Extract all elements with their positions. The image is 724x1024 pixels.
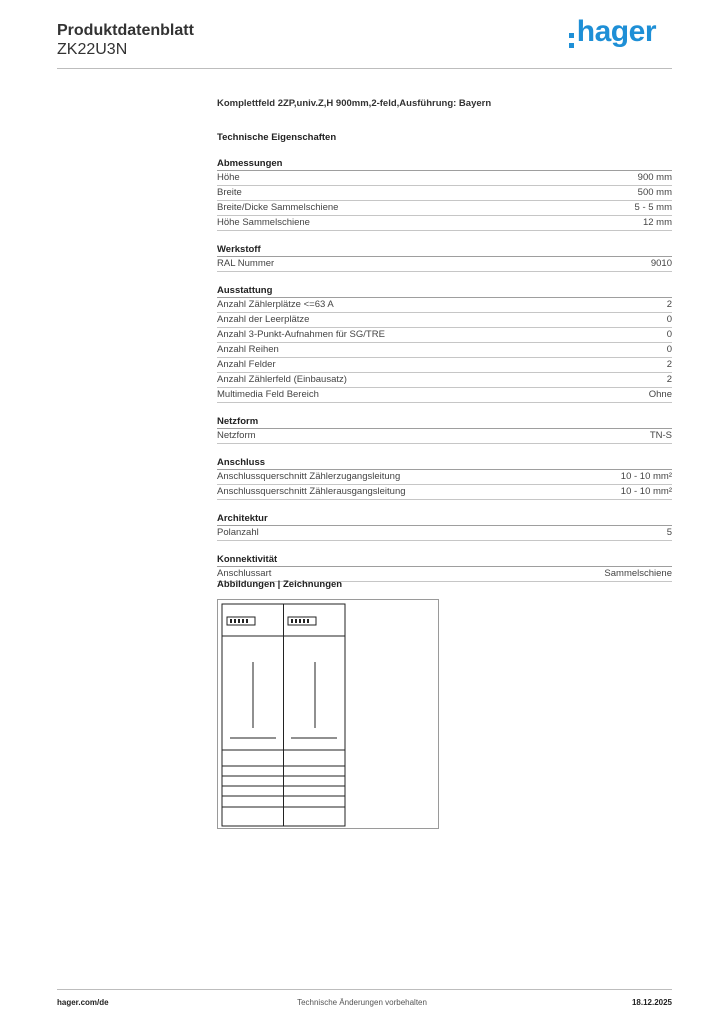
property-row (217, 201, 672, 216)
property-value: 500 mm (637, 187, 672, 198)
property-value: TN-S (649, 430, 672, 441)
property-label: Anschlussquerschnitt Zählerausgangsleitung (217, 486, 406, 497)
property-row (217, 216, 672, 231)
product-description: Komplettfeld 2ZP,univ.Z,H 900mm,2-feld,Ausführung: Bayern (217, 98, 492, 109)
header-divider (57, 68, 672, 69)
group-title: Ausstattung (217, 284, 672, 298)
property-value: Ohne (648, 389, 672, 400)
property-group (217, 553, 672, 582)
property-label: Anzahl Reihen (217, 344, 279, 355)
property-row (217, 343, 672, 358)
property-row (217, 298, 672, 313)
property-value: 12 mm (642, 217, 672, 228)
property-value: 10 - 10 mm² (620, 471, 672, 482)
hager-logo (569, 16, 656, 48)
property-label: Anzahl Felder (217, 359, 276, 370)
property-group (217, 456, 672, 500)
product-code: ZK22U3N (57, 41, 128, 58)
property-label: Anschlussquerschnitt Zählerzugangsleitung (217, 471, 401, 482)
section-heading: Technische Eigenschaften (217, 132, 337, 143)
property-label: Anzahl Zählerplätze <=63 A (217, 299, 334, 310)
document-header (57, 22, 194, 59)
property-value: 5 - 5 mm (634, 202, 672, 213)
property-label: RAL Nummer (217, 258, 275, 269)
property-value: 2 (666, 359, 672, 370)
footer-website: hager.com/de (57, 998, 109, 1007)
property-row (217, 470, 672, 485)
property-value: Sammelschiene (604, 568, 672, 579)
footer-divider (57, 989, 672, 990)
technical-drawing (217, 599, 439, 829)
group-title: Werkstoff (217, 243, 672, 257)
property-group (217, 157, 672, 231)
group-title: Anschluss (217, 456, 672, 470)
property-row (217, 485, 672, 500)
group-title: Architektur (217, 512, 672, 526)
property-groups (217, 157, 672, 582)
property-row (217, 171, 672, 186)
property-row (217, 186, 672, 201)
property-value: 0 (666, 329, 672, 340)
property-label: Breite (217, 187, 242, 198)
logo-dots-icon (569, 33, 576, 48)
property-label: Höhe Sammelschiene (217, 217, 310, 228)
property-label: Anzahl Zählerfeld (Einbausatz) (217, 374, 347, 385)
property-value: 10 - 10 mm² (620, 486, 672, 497)
group-title: Abmessungen (217, 157, 672, 171)
property-label: Höhe (217, 172, 240, 183)
property-value: 2 (666, 374, 672, 385)
property-group (217, 284, 672, 403)
document-title: Produktdatenblatt (57, 22, 194, 39)
logo-text: hager (576, 15, 656, 48)
property-row (217, 313, 672, 328)
group-title: Konnektivität (217, 553, 672, 567)
property-row (217, 358, 672, 373)
property-label: Polanzahl (217, 527, 259, 538)
figures-heading: Abbildungen | Zeichnungen (217, 579, 343, 590)
property-value: 5 (666, 527, 672, 538)
footer-date: 18.12.2025 (631, 998, 672, 1007)
property-value: 9010 (650, 258, 672, 269)
property-label: Anzahl der Leerplätze (217, 314, 310, 325)
property-value: 0 (666, 314, 672, 325)
enclosure-drawing (218, 600, 438, 828)
footer-disclaimer: Technische Änderungen vorbehalten (297, 998, 427, 1007)
property-value: 2 (666, 299, 672, 310)
property-group (217, 243, 672, 272)
property-label: Anzahl 3-Punkt-Aufnahmen für SG/TRE (217, 329, 385, 340)
technical-content (217, 97, 672, 582)
group-title: Netzform (217, 415, 672, 429)
property-label: Breite/Dicke Sammelschiene (217, 202, 339, 213)
property-row (217, 328, 672, 343)
property-label: Multimedia Feld Bereich (217, 389, 319, 400)
property-row (217, 429, 672, 444)
property-row (217, 388, 672, 403)
property-row (217, 257, 672, 272)
property-row (217, 526, 672, 541)
property-value: 900 mm (637, 172, 672, 183)
property-group (217, 415, 672, 444)
property-group (217, 512, 672, 541)
property-label: Anschlussart (217, 568, 272, 579)
property-label: Netzform (217, 430, 256, 441)
property-row (217, 373, 672, 388)
property-value: 0 (666, 344, 672, 355)
